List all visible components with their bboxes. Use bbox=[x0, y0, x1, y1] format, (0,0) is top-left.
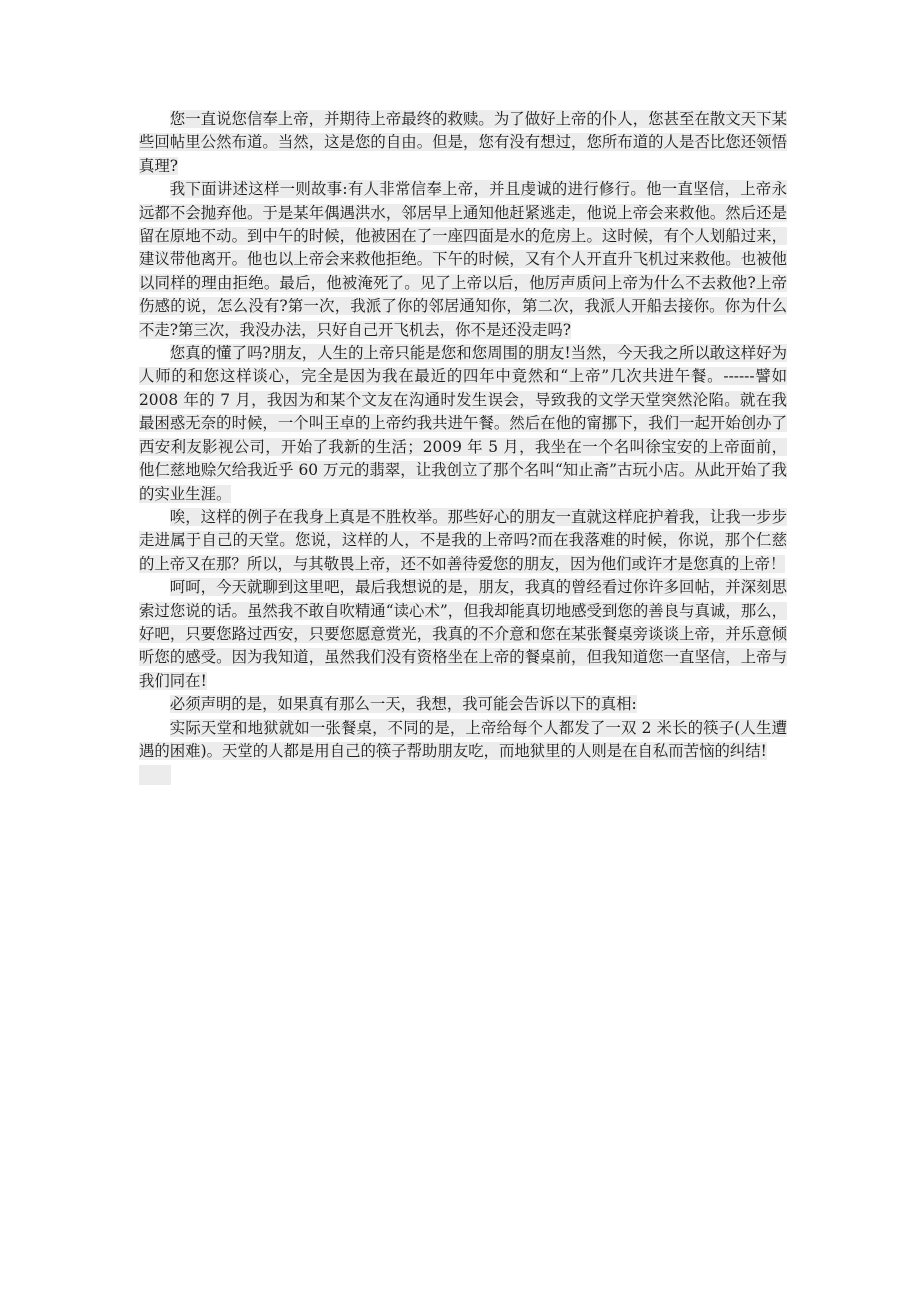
paragraph-text: 呵呵，今天就聊到这里吧，最后我想说的是，朋友，我真的曾经看过你许多回帖，并深刻思索过您说的话。虽然我不敢自吹精通“读心术”，但我却能真切地感受到您的善良与真诚，那么，好吧，只要您路过西安，只要您愿意赏光，我真的不介意和您在某张餐桌旁谈谈上帝，并乐意倾听您的感受。因为我知道，虽然我们没有资格坐在上帝的餐桌前，但我知道您一直坚信，上帝与我们同在! bbox=[139, 578, 787, 690]
paragraph-intro bbox=[139, 108, 787, 178]
paragraph-closing bbox=[139, 576, 787, 693]
empty-line-highlight bbox=[139, 765, 171, 785]
paragraph-text: 您真的懂了吗?朋友，人生的上帝只能是您和您周围的朋友!当然，今天我之所以敢这样好为人师的和您这样谈心，完全是因为我在最近的四年中竟然和“上帝”几次共进午餐。------譬如 2008 年的 7 月，我因为和某个文友在沟通时发生误会，导致我的文学天堂突然沦陷。就在我最困惑无奈的时候，一个叫王卓的上帝约我共进午餐。然后在他的甯挪下，我们一起开始创办了西安利友影视公司，开始了我新的生活；2009 年 5 月，我坐在一个名叫徐宝安的上帝面前，他仁慈地赊欠给我近乎 60 万元的翡翠，让我创立了那个名叫“知止斋”古玩小店。从此开始了我的实业生涯。 bbox=[139, 344, 787, 503]
paragraph-truth bbox=[139, 717, 787, 764]
empty-trailing-line bbox=[139, 763, 787, 792]
paragraph-friends bbox=[139, 342, 787, 506]
paragraph-text: 必须声明的是，如果真有那么一天，我想，我可能会告诉以下的真相: bbox=[169, 695, 637, 714]
paragraph-text: 唉，这样的例子在我身上真是不胜枚举。那些好心的朋友一直就这样庇护着我，让我一步步走进属于自己的天堂。您说，这样的人，不是我的上帝吗?而在我落难的时候，你说，那个仁慈的上帝又在那？所以，与其敬畏上帝，还不如善待爱您的朋友，因为他们或许才是您真的上帝！ bbox=[139, 507, 787, 573]
paragraph-text: 我下面讲述这样一则故事:有人非常信奉上帝，并且虔诚的进行修行。他一直坚信，上帝永远都不会抛弃他。于是某年偶遇洪水，邻居早上通知他赶紧逃走，他说上帝会来救他。然后还是留在原地不动。到中午的时候，他被困在了一座四面是水的危房上。这时候，有个人划船过来，建议带他离开。他也以上帝会来救他拒绝。下午的时候，又有个人开直升飞机过来救他。也被他以同样的理由拒绝。最后，他被淹死了。见了上帝以后，他厉声质问上帝为什么不去救他?上帝伤感的说，怎么没有?第一次，我派了你的邻居通知你，第二次，我派人开船去接你。你为什么不走?第三次，我没办法，只好自己开飞机去，你不是还没走吗? bbox=[139, 180, 787, 339]
paragraph-text: 实际天堂和地狱就如一张餐桌，不同的是，上帝给每个人都发了一双 2 米长的筷子(人生遭遇的困难)。天堂的人都是用自己的筷子帮助朋友吃，而地狱里的人则是在自私而苦恼的纠结! bbox=[139, 718, 787, 760]
paragraph-statement bbox=[139, 693, 787, 716]
document-body bbox=[139, 108, 787, 793]
paragraph-examples bbox=[139, 506, 787, 576]
paragraph-text: 您一直说您信奉上帝，并期待上帝最终的救赎。为了做好上帝的仆人，您甚至在散文天下某些回帖里公然布道。当然，这是您的自由。但是，您有没有想过，您所布道的人是否比您还领悟真理? bbox=[139, 110, 787, 175]
paragraph-story bbox=[139, 178, 787, 342]
